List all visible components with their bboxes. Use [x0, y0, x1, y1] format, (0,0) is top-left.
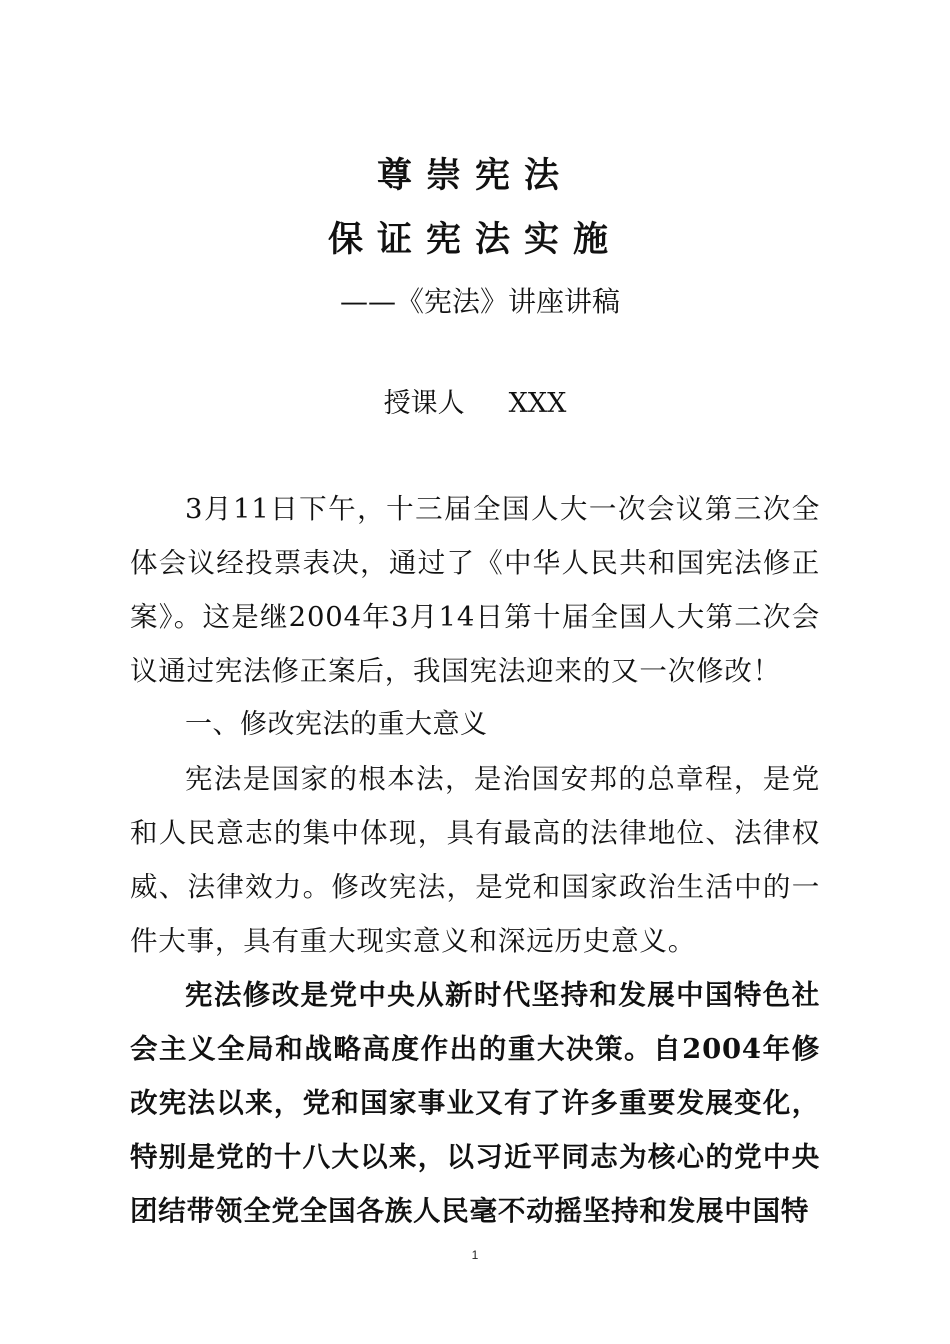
lecturer-name: XXX — [508, 388, 567, 419]
section-heading: 一、修改宪法的重大意义 — [185, 709, 488, 740]
document-subtitle: ——《宪法》讲座讲稿 — [339, 285, 620, 318]
document-body — [130, 482, 820, 1238]
lecturer-line — [0, 386, 950, 422]
document-title-line-1: 尊崇宪法 — [376, 155, 573, 196]
lecturer-label: 授课人 — [383, 388, 465, 419]
paragraph-intro: 3月11日下午，十三届全国人大一次会议第三次全体会议经投票表决，通过了《中华人民共和国宪法修正案》。这是继2004年3月14日第十届全国人大第二次会议通过宪法修正案后，我国宪法迎来的又一次修改！ — [130, 493, 820, 687]
document-title-line-2: 保证宪法实施 — [327, 219, 622, 260]
paragraph-significance: 宪法是国家的根本法，是治国安邦的总章程，是党和人民意志的集中体现，具有最高的法律地位、法律权威、法律效力。修改宪法，是党和国家政治生活中的一件大事，具有重大现实意义和深远历史意义。 — [130, 763, 820, 957]
page-number: 1 — [471, 1248, 479, 1262]
paragraph-decision: 宪法修改是党中央从新时代坚持和发展中国特色社会主义全局和战略高度作出的重大决策。自2004年修改宪法以来，党和国家事业又有了许多重要发展变化，特别是党的十八大以来，以习近平同志为核心的党中央团结带领全党全国各族人民毫不动摇坚持和发展中国特 — [130, 979, 820, 1227]
